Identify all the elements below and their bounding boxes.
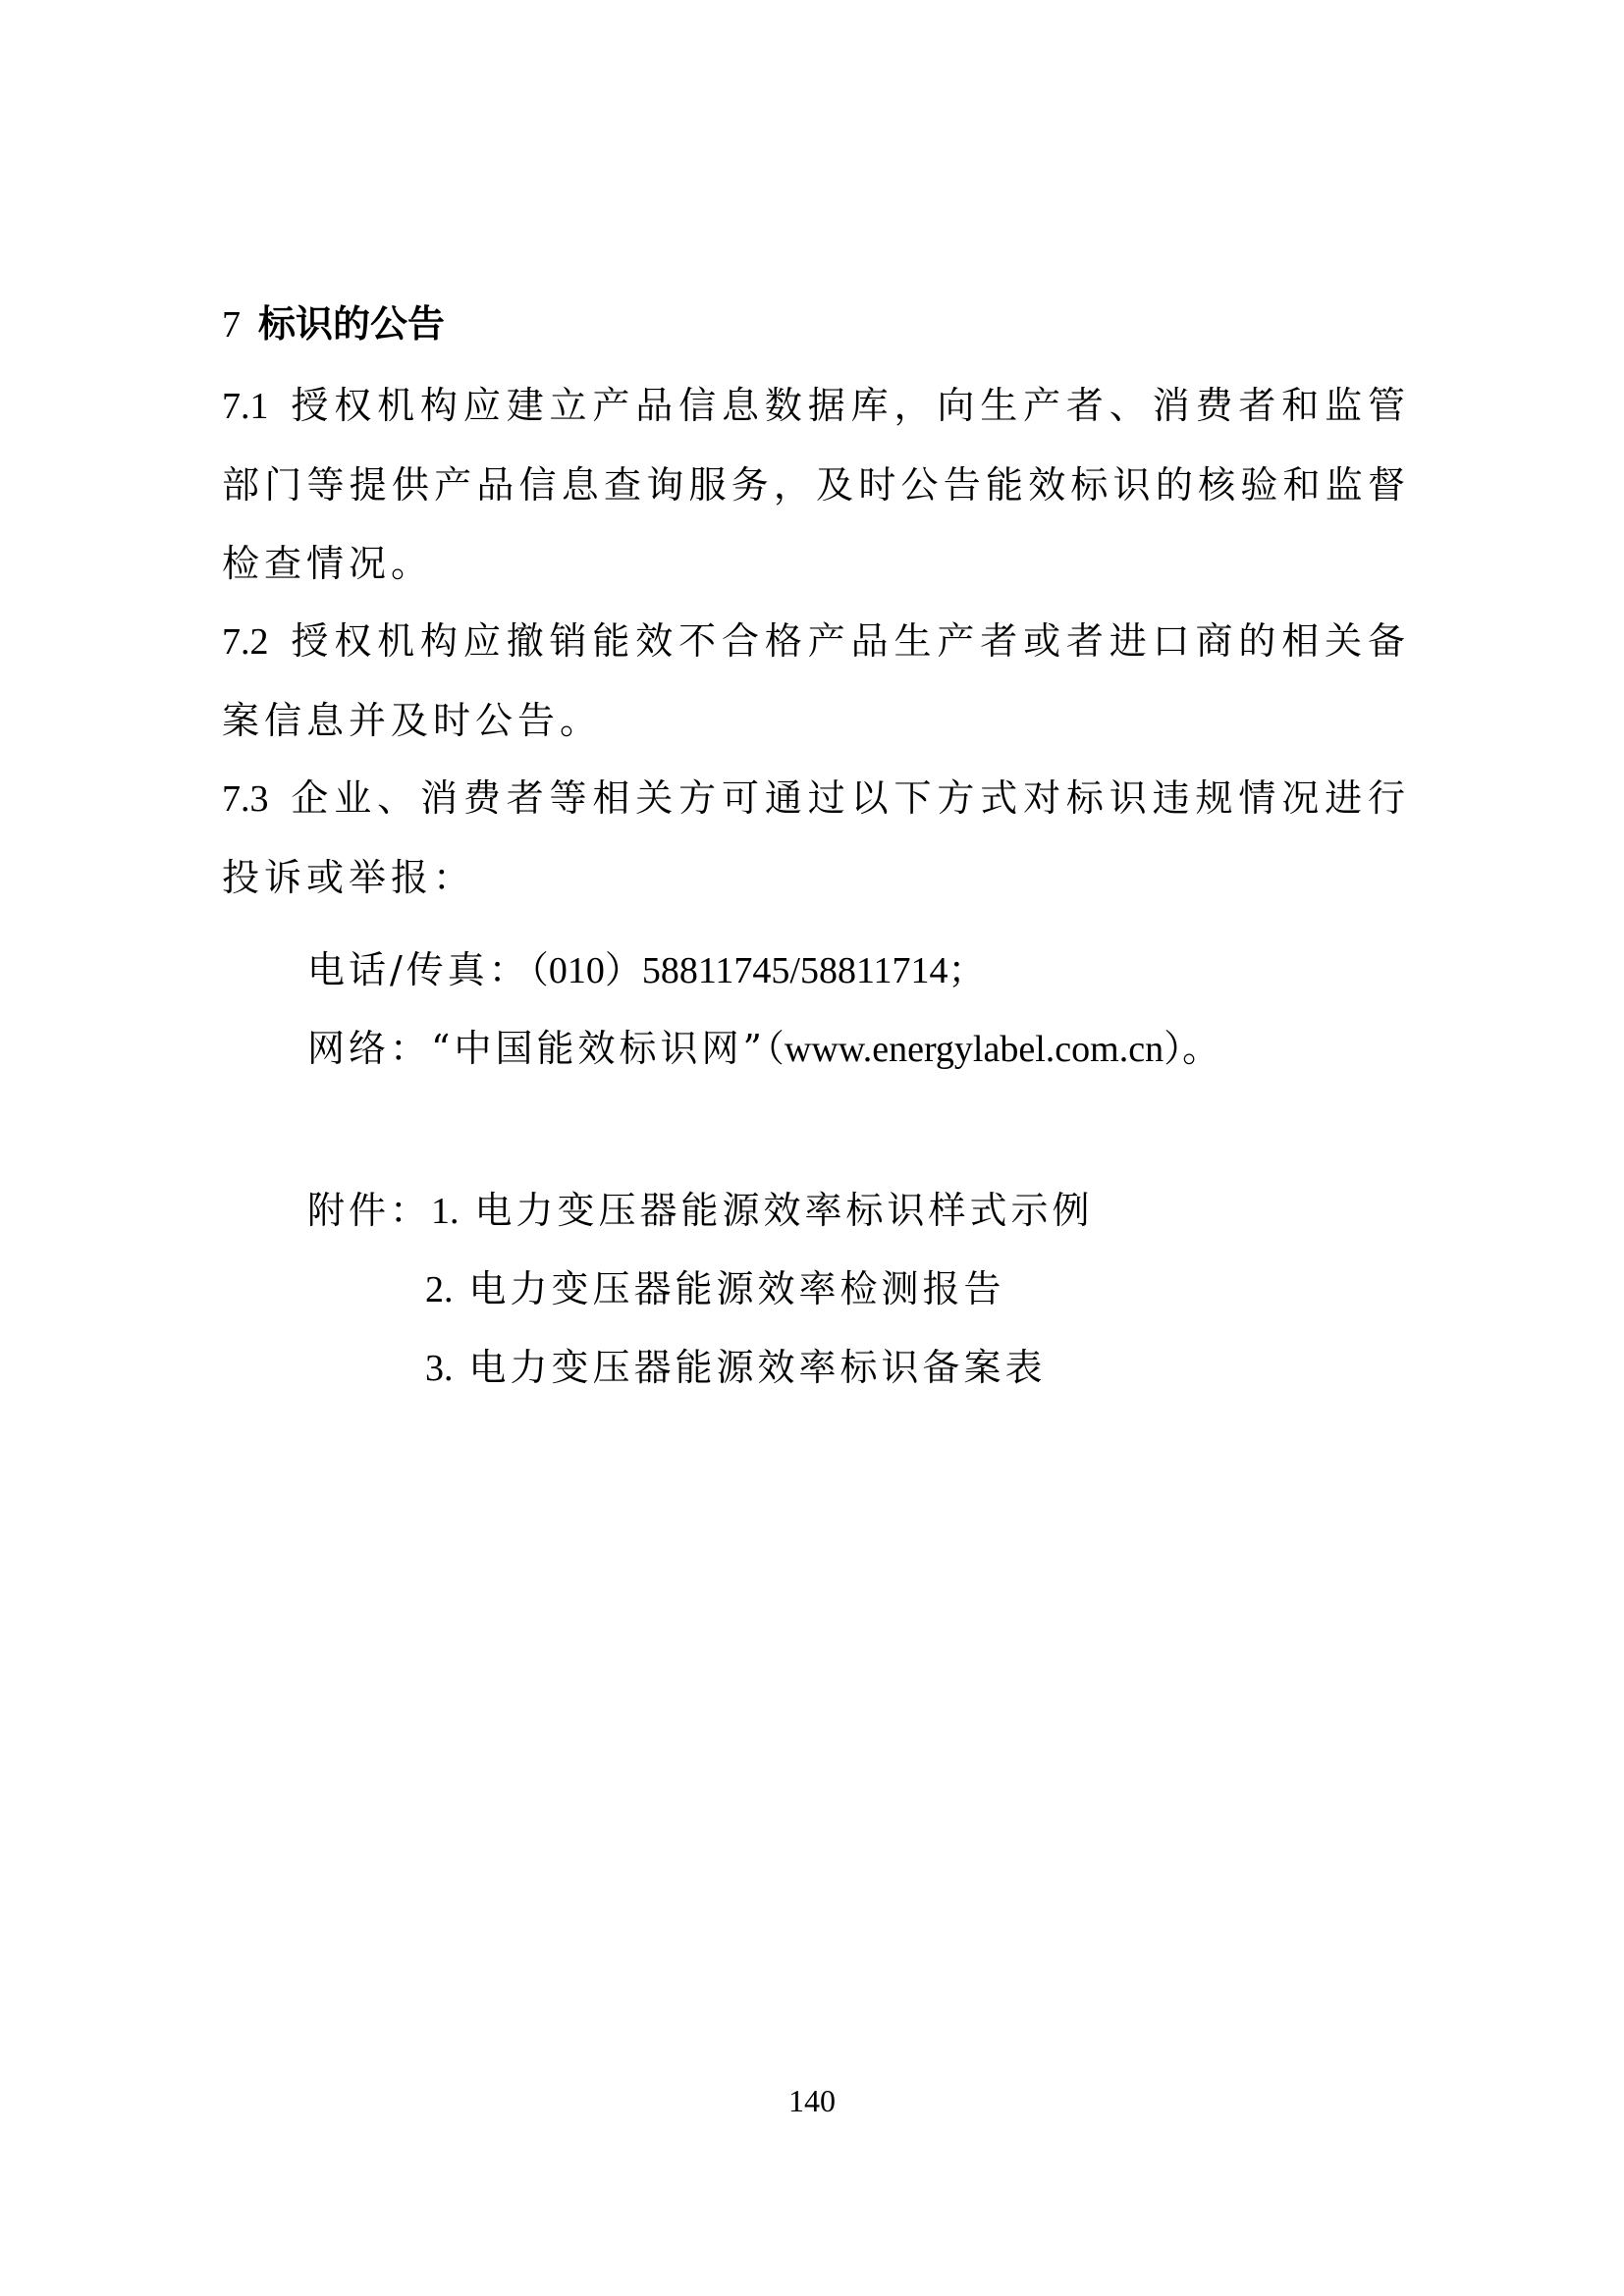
attachment-number: 1. <box>431 1191 460 1232</box>
paragraph-number: 7.2 <box>222 621 269 663</box>
phone-label: 电话/传真： <box>307 948 530 991</box>
paragraph-7-2 <box>222 602 1410 760</box>
paragraph-text: 授权机构应撤销能效不合格产品生产者或者进口商的相关备案信息并及时公告。 <box>222 619 1410 742</box>
paragraph-7-1 <box>222 366 1410 603</box>
paragraph-number: 7.3 <box>222 778 269 820</box>
attachment-number: 3. <box>425 1348 454 1389</box>
attachment-text: 电力变压器能源效率检测报告 <box>468 1267 1005 1310</box>
paragraph-7-3 <box>222 759 1410 917</box>
attachment-number: 2. <box>425 1269 454 1310</box>
phone-value: （010）58811745/58811714； <box>529 950 986 991</box>
attachment-item-1 <box>307 1181 1094 1241</box>
section-title: 标识的公告 <box>258 302 446 346</box>
attachment-item-3 <box>425 1338 1047 1398</box>
web-name: “中国能效标识网” <box>431 1027 766 1070</box>
attachment-item-2 <box>425 1259 1005 1319</box>
attachment-text: 电力变压器能源效率标识样式示例 <box>474 1189 1094 1232</box>
paragraph-text: 企业、消费者等相关方可通过以下方式对标识违规情况进行投诉或举报： <box>222 776 1410 899</box>
section-number: 7 <box>222 304 241 346</box>
paragraph-text: 授权机构应建立产品信息数据库，向生产者、消费者和监管部门等提供产品信息查询服务，及时公告能效标识的核验和监督检查情况。 <box>222 384 1410 585</box>
attachment-text: 电力变压器能源效率标识备案表 <box>468 1346 1047 1389</box>
page-number: 140 <box>788 2083 836 2118</box>
web-label: 网络： <box>307 1027 432 1070</box>
web-url: （www.energylabel.com.cn）。 <box>765 1029 1220 1070</box>
paragraph-number: 7.1 <box>222 386 269 427</box>
phone-fax-line <box>307 940 986 1000</box>
section-heading <box>222 294 445 354</box>
website-line <box>307 1019 1219 1079</box>
attachments-label: 附件： <box>307 1189 432 1232</box>
